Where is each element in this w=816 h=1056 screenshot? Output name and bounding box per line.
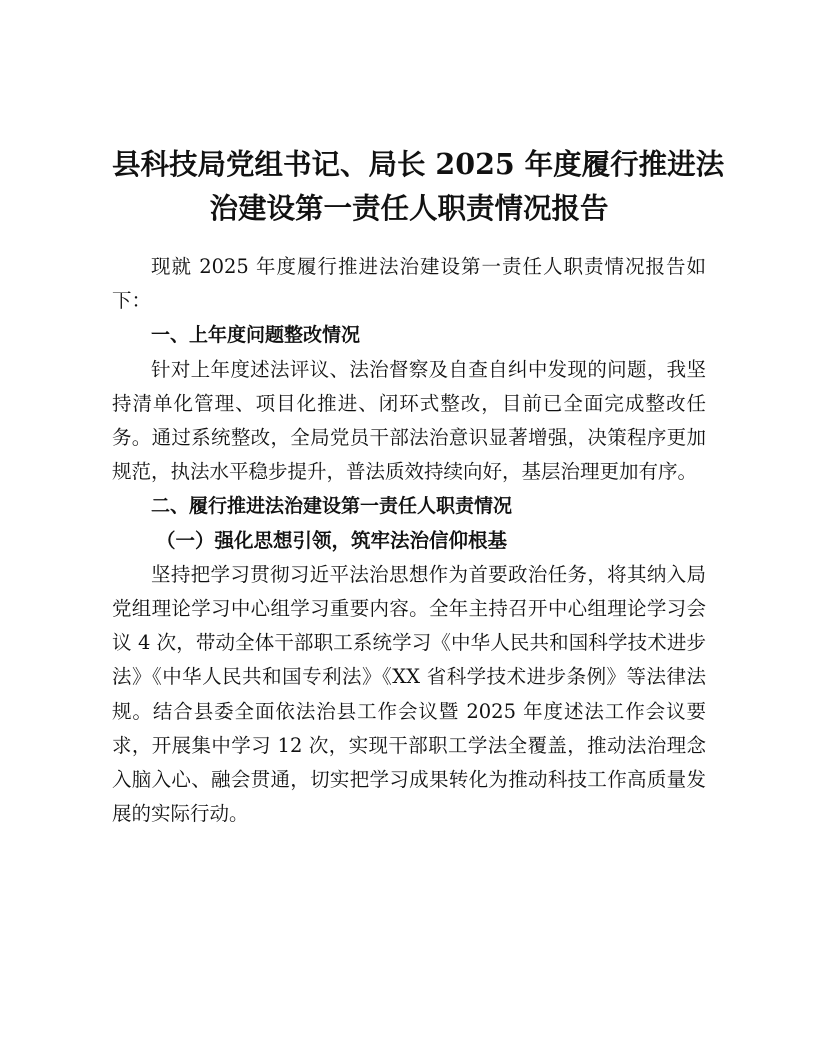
document-title	[112, 142, 725, 230]
subsection-1-heading: （一）强化思想引领，筑牢法治信仰根基	[156, 528, 508, 552]
document-page	[112, 142, 725, 831]
document-body	[112, 250, 706, 831]
section-2-heading: 二、履行推进法治建设第一责任人职责情况	[151, 495, 513, 518]
section-1-heading: 一、上年度问题整改情况	[151, 324, 361, 347]
title-line-2: 治建设第一责任人职责情况报告	[209, 191, 609, 225]
intro-paragraph: 现就 2025 年度履行推进法治建设第一责任人职责情况报告如下：	[112, 255, 706, 313]
subsection-1-paragraph: 坚持把学习贯彻习近平法治思想作为首要政治任务，将其纳入局党组理论学习中心组学习重要内容。全年主持召开中心组理论学习会议 4 次，带动全体干部职工系统学习《中华人民共和国科学技术进步法》《中华人民共和国专利法》《XX 省科学技术进步条例》等法律法规。结合县委全面依法治县工作会议暨 2025 年度述法工作会议要求，开展集中学习 12 次，实现干部职工学法全覆盖，推动法治理念入脑入心、融会贯通，切实把学习成果转化为推动科技工作高质量发展的实际行动。	[112, 562, 706, 826]
title-line-1: 县科技局党组书记、局长 2025 年度履行推进法	[112, 147, 725, 181]
section-1-paragraph: 针对上年度述法评议、法治督察及自查自纠中发现的问题，我坚持清单化管理、项目化推进、闭环式整改，目前已全面完成整改任务。通过系统整改，全局党员干部法治意识显著增强，决策程序更加规范，执法水平稳步提升，普法质效持续向好，基层治理更加有序。	[112, 357, 706, 484]
